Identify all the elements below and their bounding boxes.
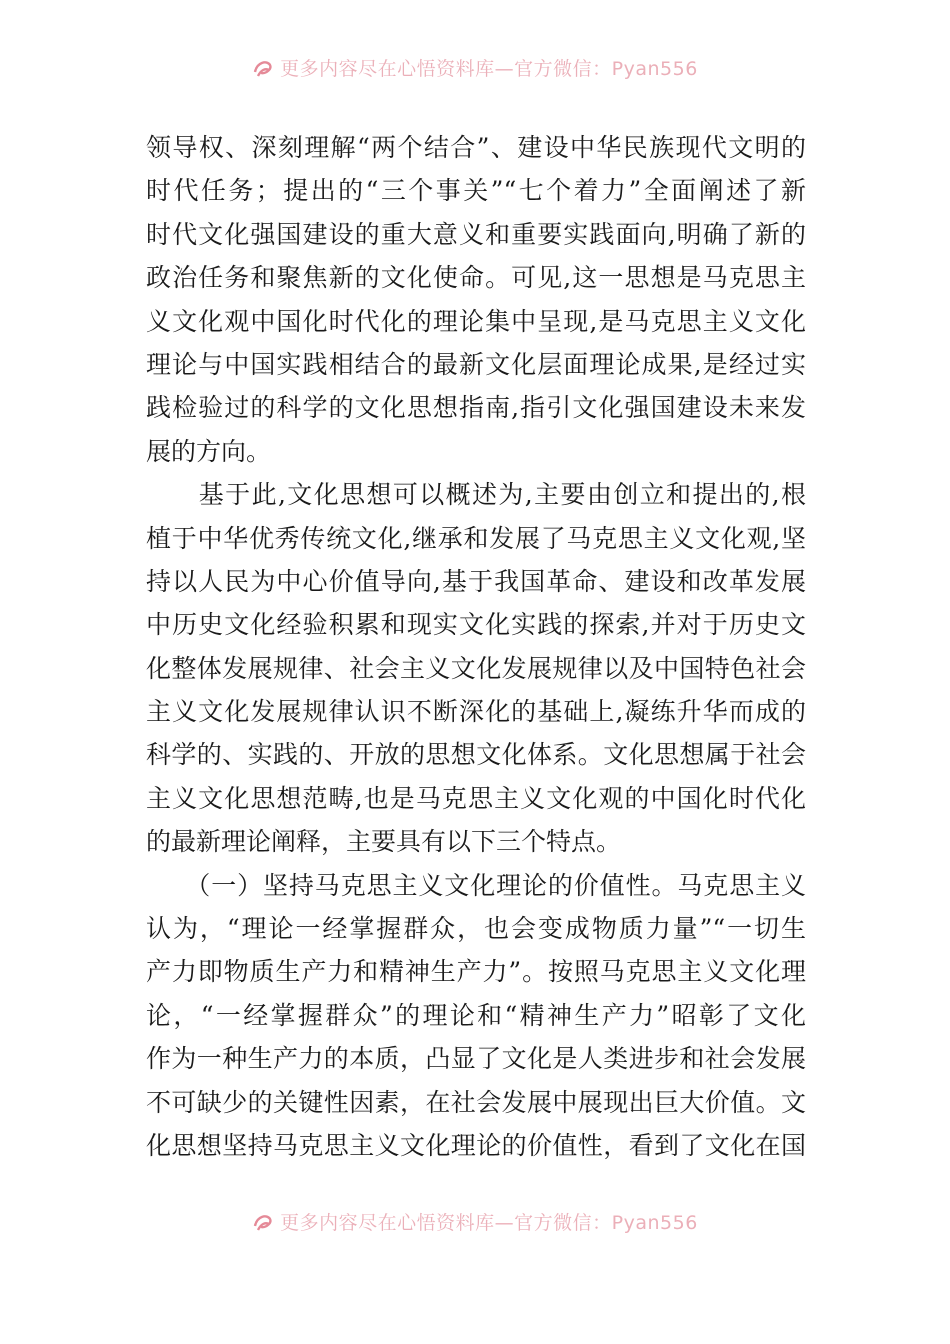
footer-watermark [0, 1208, 950, 1235]
text-line: 时代文化强国建设的重大意义和重要实践面向,明确了新的 [146, 219, 806, 249]
text-line: 论，“一经掌握群众”的理论和“精神生产力”昭彰了文化 [146, 1000, 806, 1030]
text-line: 植于中华优秀传统文化,继承和发展了马克思主义文化观,坚 [146, 523, 806, 553]
brand-logo-icon [252, 1211, 274, 1233]
text-line: 化思想坚持马克思主义文化理论的价值性，看到了文化在国 [146, 1130, 806, 1160]
watermark-text: 更多内容尽在心悟资料库—官方微信：Pyan556 [280, 1212, 698, 1234]
text-line: 时代任务；提出的“三个事关”“七个着力”全面阐述了新 [146, 176, 806, 206]
text-line: 展的方向。 [146, 436, 272, 466]
text-line: 主义文化思想范畴,也是马克思主义文化观的中国化时代化 [146, 783, 806, 813]
paragraph [146, 473, 806, 864]
document-body [146, 126, 806, 1167]
text-line: 产力即物质生产力和精神生产力”。按照马克思主义文化理 [146, 957, 806, 987]
text-line: 主义文化发展规律认识不断深化的基础上,凝练升华而成的 [146, 697, 806, 727]
text-line: 的最新理论阐释，主要具有以下三个特点。 [146, 827, 622, 857]
text-line: 基于此,文化思想可以概述为,主要由创立和提出的,根 [146, 480, 806, 510]
text-line: 践检验过的科学的文化思想指南,指引文化强国建设未来发 [146, 393, 806, 423]
watermark-text: 更多内容尽在心悟资料库—官方微信：Pyan556 [280, 58, 698, 80]
text-line: 作为一种生产力的本质，凸显了文化是人类进步和社会发展 [146, 1044, 806, 1074]
text-line: 义文化观中国化时代化的理论集中呈现,是马克思主义文化 [146, 306, 806, 336]
header-watermark [0, 54, 950, 81]
paragraph [146, 126, 806, 473]
brand-logo-icon [252, 57, 274, 79]
text-line: 认为，“理论一经掌握群众，也会变成物质力量”“一切生 [146, 914, 806, 944]
text-line: 理论与中国实践相结合的最新文化层面理论成果,是经过实 [146, 349, 806, 379]
text-line: 化整体发展规律、社会主义文化发展规律以及中国特色社会 [146, 653, 806, 683]
text-line: 中历史文化经验积累和现实文化实践的探索,并对于历史文 [146, 610, 806, 640]
text-line: 领导权、深刻理解“两个结合”、建设中华民族现代文明的 [146, 133, 806, 162]
text-line: 不可缺少的关键性因素，在社会发展中展现出巨大价值。文 [146, 1087, 806, 1117]
text-line: 科学的、实践的、开放的思想文化体系。文化思想属于社会 [146, 740, 806, 770]
text-line: 政治任务和聚焦新的文化使命。可见,这一思想是马克思主 [146, 263, 806, 293]
text-line: 持以人民为中心价值导向,基于我国革命、建设和改革发展 [146, 566, 806, 596]
paragraph [146, 864, 806, 1168]
text-line: （一）坚持马克思主义文化理论的价值性。马克思主义 [146, 870, 806, 900]
